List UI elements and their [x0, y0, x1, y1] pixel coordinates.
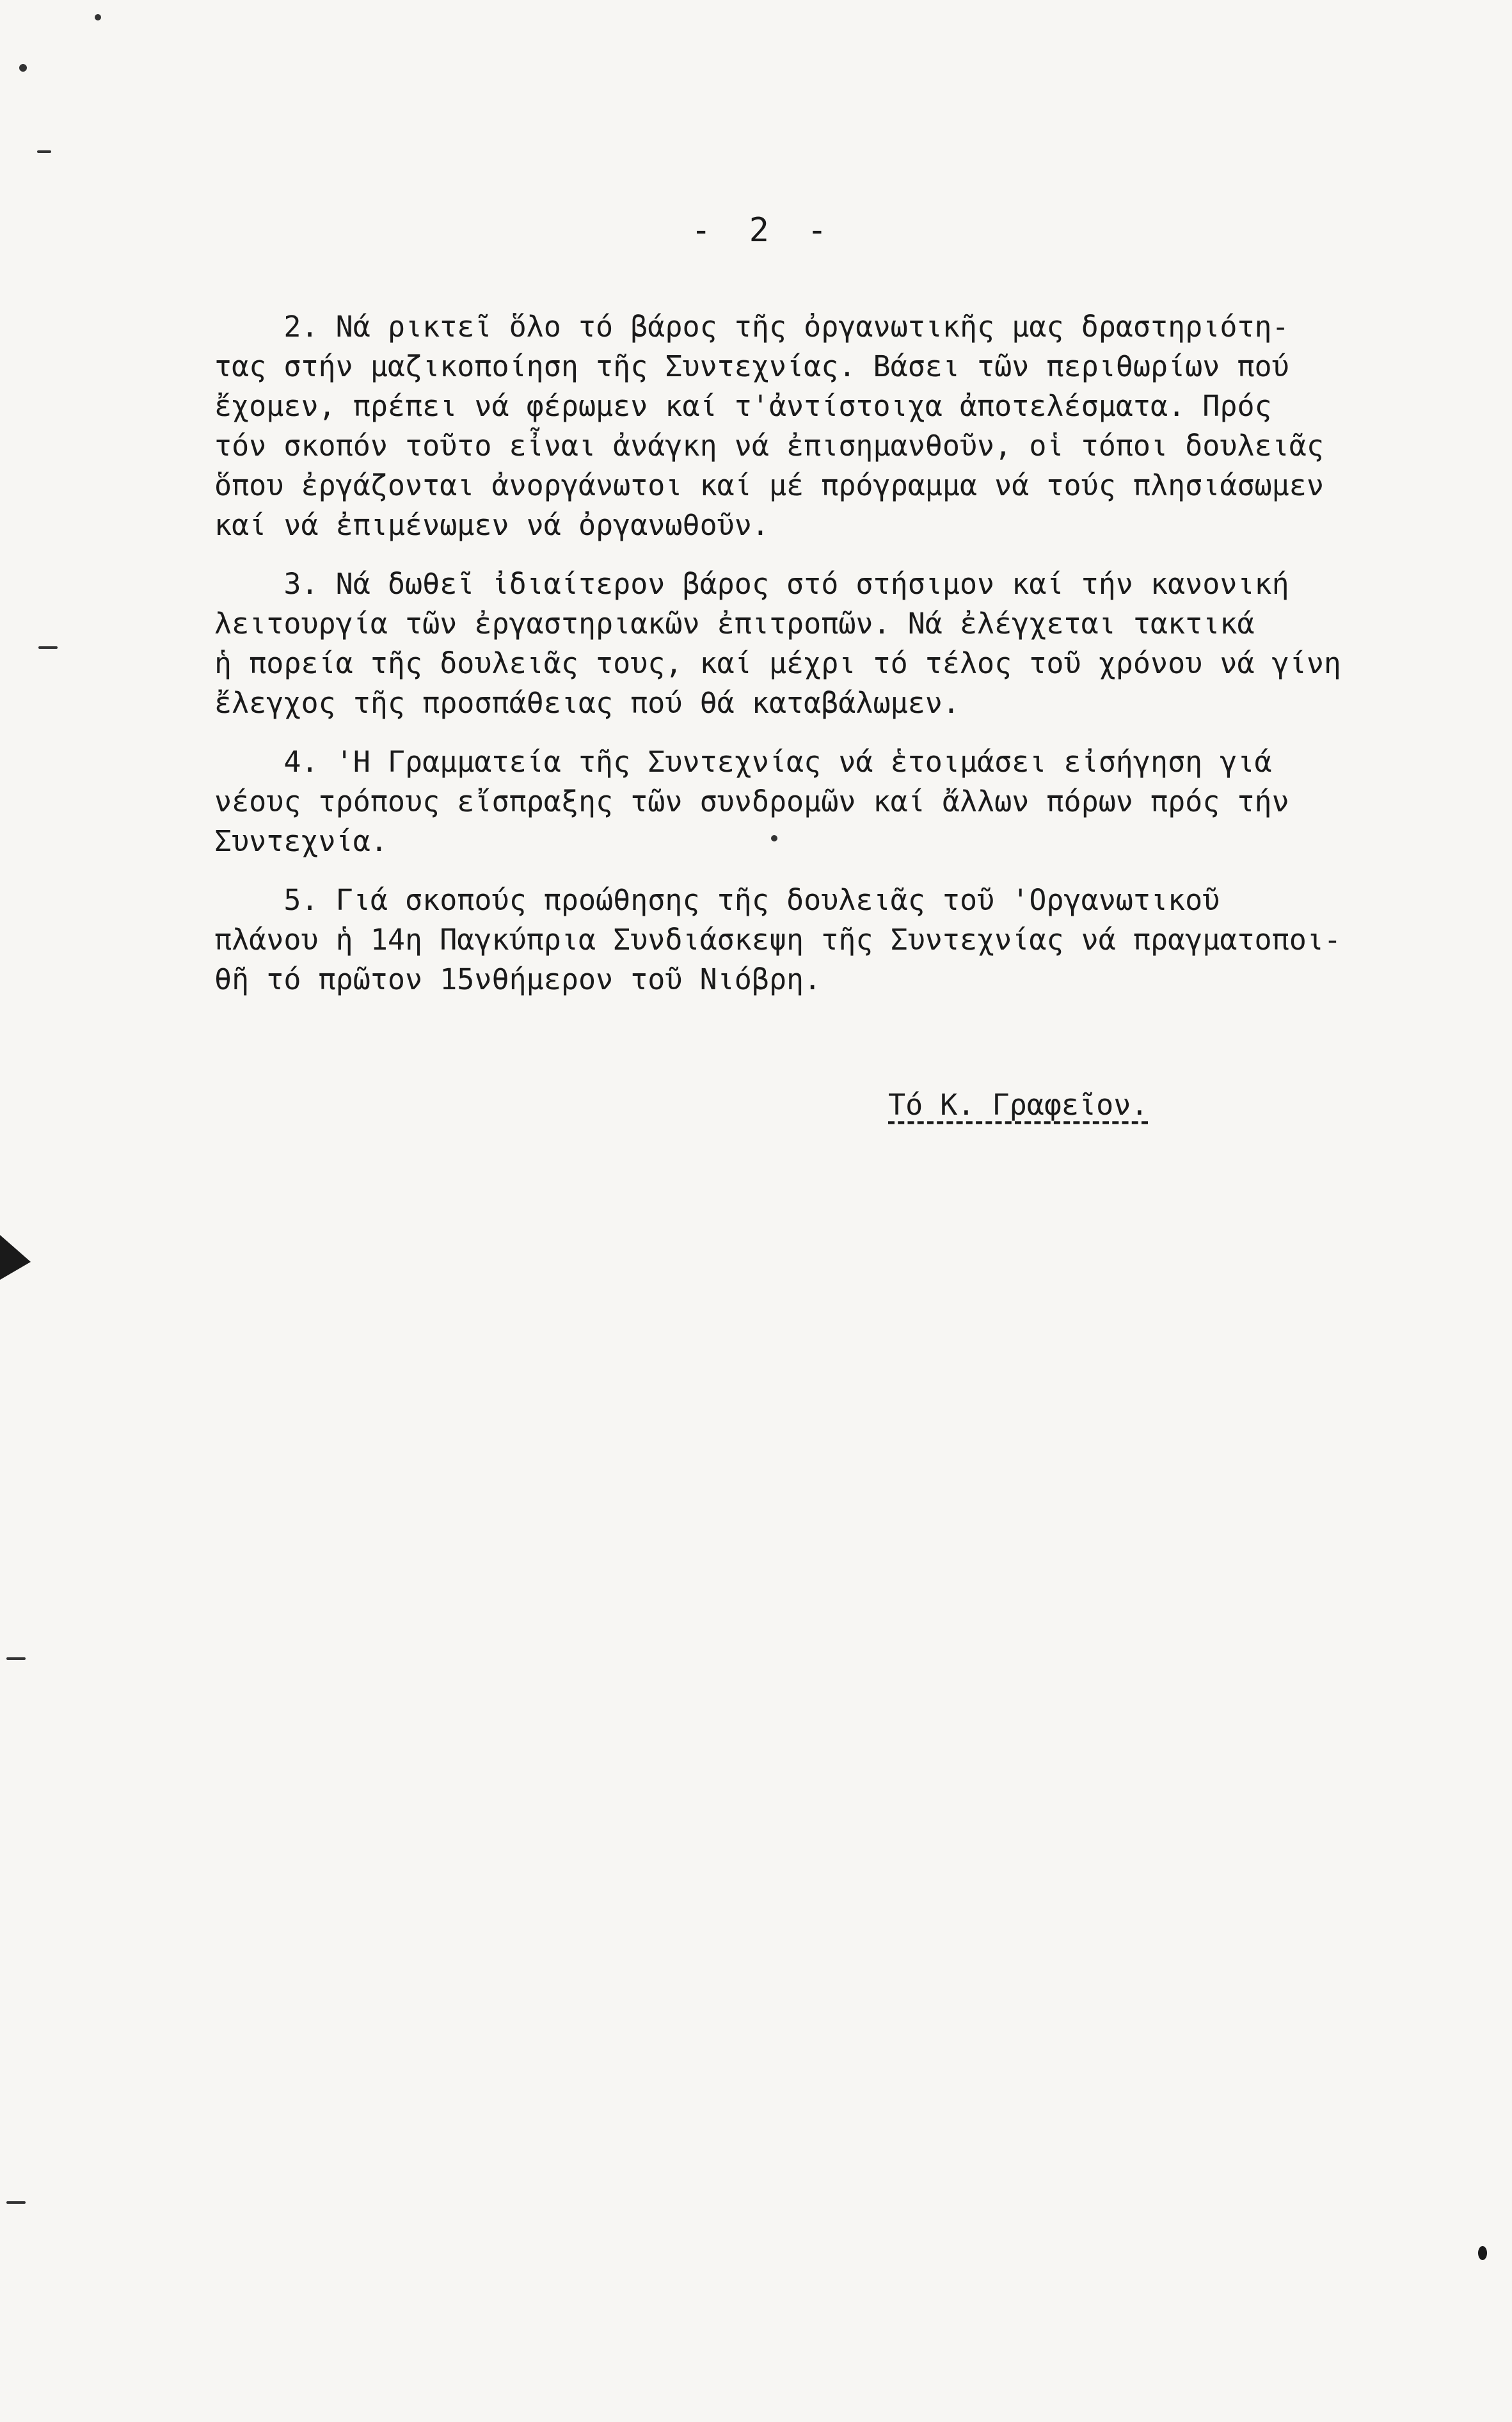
text-line: 2. Νά ρικτεῖ ὅλο τό βάρος τῆς ὀργανωτικῆς μας δραστηριότη- — [214, 310, 1289, 344]
text-line: ἔχομεν, πρέπει νά φέρωμεν καί τ'ἀντίστοιχα ἀποτελέσματα. Πρός — [214, 389, 1272, 423]
paragraph-5 — [214, 880, 1468, 1000]
text-line: 4. 'Η Γραμματεία τῆς Συντεχνίας νά ἑτοιμάσει εἰσήγηση γιά — [214, 745, 1272, 779]
text-line: ἔλεγχος τῆς προσπάθειας πού θά καταβάλωμεν. — [214, 686, 960, 720]
text-line: ὅπου ἐργάζονται ἀνοργάνωτοι καί μέ πρόγραμμα νά τούς πλησιάσωμεν — [214, 468, 1324, 502]
text-line: καί νά ἐπιμένωμεν νά ὀργανωθοῦν. — [214, 508, 769, 542]
paragraph-4 — [214, 742, 1468, 861]
text-line: λειτουργία τῶν ἐργαστηριακῶν ἐπιτροπῶν. Νά ἐλέγχεται τακτικά — [214, 607, 1255, 641]
scan-speck — [771, 835, 777, 841]
text-line: Συντεχνία. — [214, 824, 388, 858]
scan-speck — [6, 2201, 26, 2204]
text-line: 5. Γιά σκοπούς προώθησης τῆς δουλειᾶς τοῦ 'Οργανωτικοῦ — [214, 883, 1220, 917]
signature-office: Τό Κ. Γραφεῖον. — [888, 1088, 1149, 1122]
page-number: - 2 - — [691, 211, 836, 250]
scan-speck — [6, 1657, 26, 1660]
text-line: θῆ τό πρῶτον 15νθήμερον τοῦ Νιόβρη. — [214, 962, 822, 996]
scan-speck — [19, 64, 27, 72]
scan-speck — [95, 14, 101, 20]
scan-edge-mark — [0, 1235, 31, 1280]
paragraph-2 — [214, 307, 1468, 545]
text-line: 3. Νά δωθεῖ ἰδιαίτερον βάρος στό στήσιμον καί τήν κανονική — [214, 567, 1289, 601]
text-line: τόν σκοπόν τοῦτο εἶναι ἀνάγκη νά ἐπισημανθοῦν, οἱ τόποι δουλειᾶς — [214, 429, 1324, 463]
scan-speck — [38, 646, 58, 649]
text-line: ἡ πορεία τῆς δουλειᾶς τους, καί μέχρι τό τέλος τοῦ χρόνου νά γίνη — [214, 646, 1341, 680]
document-body — [214, 307, 1468, 1019]
paragraph-3 — [214, 564, 1468, 723]
text-line: τας στήν μαζικοποίηση τῆς Συντεχνίας. Βάσει τῶν περιθωρίων πού — [214, 349, 1289, 383]
text-line: νέους τρόπους εἴσπραξης τῶν συνδρομῶν καί ἄλλων πόρων πρός τήν — [214, 785, 1289, 818]
scan-speck — [37, 150, 51, 153]
text-line: πλάνου ἡ 14η Παγκύπρια Συνδιάσκεψη τῆς Συντεχνίας νά πραγματοποι- — [214, 923, 1341, 957]
scan-speck — [1478, 2246, 1487, 2260]
